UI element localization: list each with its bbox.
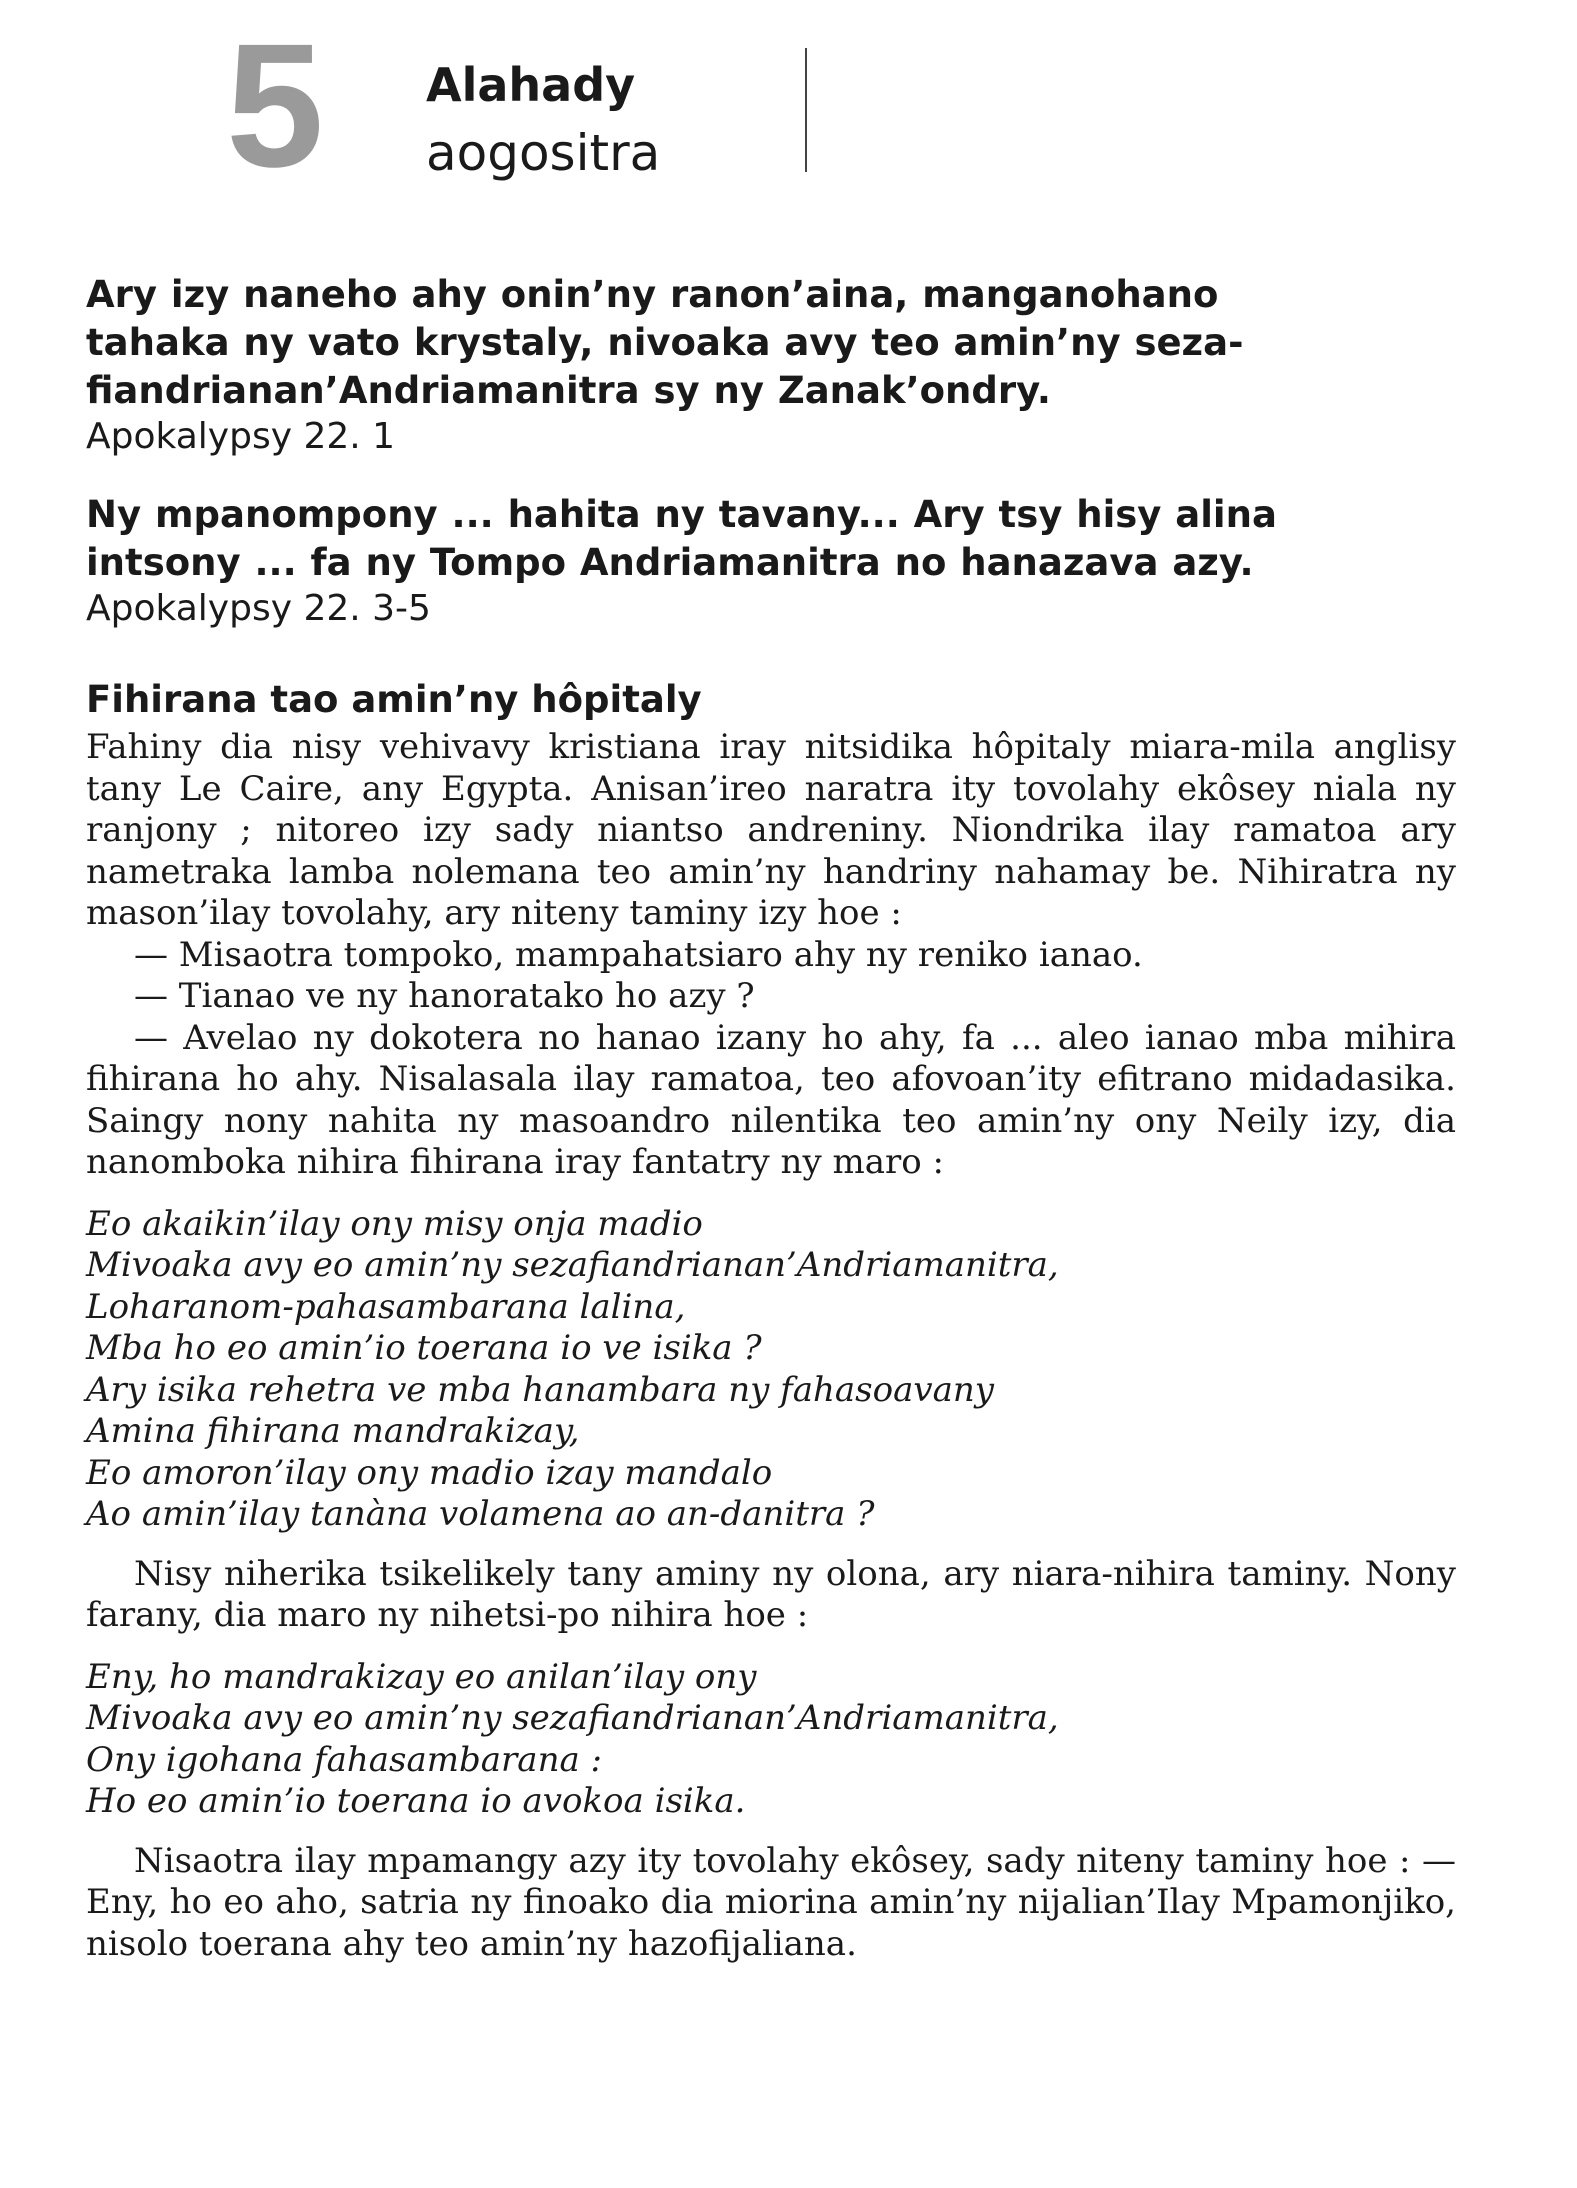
hymn-line: Mba ho eo amin’io toerana io ve isika ? bbox=[86, 1328, 762, 1368]
story-paragraph: Nisaotra ilay mpamangy azy ity tovolahy ekôsey, sady niteny taminy hoe : — Eny, ho eo aho, satria ny finoako dia miorina amin’ny nijalian’Ilay Mpamonjiko, nisolo toerana ahy teo amin’ny hazofijaliana. bbox=[86, 1840, 1456, 1964]
verse-reference: Apokalypsy 22. 3-5 bbox=[86, 588, 431, 629]
day-number: 5 bbox=[226, 8, 320, 204]
verse-line: intsony ... fa ny Tompo Andriamanitra no hanazava azy. bbox=[86, 541, 1254, 584]
header-divider bbox=[805, 48, 807, 172]
month-name: aogositra bbox=[426, 124, 661, 182]
hymn-line: Ao amin’ilay tanàna volamena ao an-danitra ? bbox=[86, 1494, 875, 1534]
story-paragraph: Nisy niherika tsikelikely tany aminy ny olona, ary niara-nihira taminy. Nony farany, dia maro ny nihetsi-po nihira hoe : bbox=[86, 1553, 1456, 1635]
verse-block-1 bbox=[86, 271, 1456, 459]
story-paragraph: Fahiny dia nisy vehivavy kristiana iray nitsidika hôpitaly miara-mila anglisy tany Le Caire, any Egypta. Anisan’ireo naratra ity tovolahy ekôsey niala ny ranjony ; nitoreo izy sady niantso andreniny. Niondrika ilay ramatoa ary nametraka lamba nolemana teo amin’ny handriny nahamay be. Nihiratra ny mason’ilay tovolahy, ary niteny taminy izy hoe : bbox=[86, 727, 1456, 933]
hymn-line: Eo amoron’ilay ony madio izay mandalo bbox=[86, 1452, 773, 1493]
verse-text bbox=[86, 271, 1456, 415]
date-header bbox=[86, 8, 1456, 205]
verse-line: tahaka ny vato krystaly, nivoaka avy teo amin’ny seza- bbox=[86, 321, 1244, 364]
hymn-line: Loharanom-pahasambarana lalina, bbox=[86, 1286, 686, 1327]
devotional-page bbox=[86, 8, 1456, 1965]
verse-line: fiandrianan’Andriamanitra sy ny Zanak’ondry. bbox=[86, 369, 1051, 412]
hymn-line: Ary isika rehetra ve mba hanambara ny fahasoavany bbox=[86, 1369, 994, 1410]
hymn-line: Mivoaka avy eo amin’ny sezafiandrianan’Andriamanitra, bbox=[86, 1698, 1059, 1738]
dialogue-line: — Avelao ny dokotera no hanao izany ho ahy, fa ... aleo ianao mba mihira fihirana ho ahy. Nisalasala ilay ramatoa, teo afovoan’ity efitrano midadasika. Saingy nony nahita ny masoandro nilentika teo amin’ny ony Neily izy, dia nanomboka nihira fihirana iray fantatry ny maro : bbox=[86, 1017, 1456, 1182]
hymn-line: Amina fihirana mandrakizay, bbox=[86, 1411, 580, 1451]
verse-block-2 bbox=[86, 491, 1456, 631]
dialogue-line: — Misaotra tompoko, mampahatsiaro ahy ny reniko ianao. bbox=[134, 934, 1143, 975]
day-name: Alahady bbox=[426, 58, 636, 112]
dialogue-line: — Tianao ve ny hanoratako ho azy ? bbox=[134, 976, 755, 1016]
verse-text bbox=[86, 491, 1456, 587]
section-title: Fihirana tao amin’ny hôpitaly bbox=[86, 678, 702, 721]
hymn-stanza-1 bbox=[86, 1204, 1456, 1536]
verse-line: Ary izy naneho ahy onin’ny ranon’aina, manganohano bbox=[86, 273, 1219, 316]
verse-line: Ny mpanompony ... hahita ny tavany... Ary tsy hisy alina bbox=[86, 493, 1277, 536]
hymn-line: Ho eo amin’io toerana io avokoa isika. bbox=[86, 1781, 746, 1821]
hymn-line: Eo akaikin’ilay ony misy onja madio bbox=[86, 1203, 703, 1244]
hymn-line: Ony igohana fahasambarana : bbox=[86, 1739, 603, 1780]
verse-reference: Apokalypsy 22. 1 bbox=[86, 416, 396, 457]
hymn-line: Eny, ho mandrakizay eo anilan’ilay ony bbox=[86, 1656, 757, 1697]
hymn-stanza-2 bbox=[86, 1657, 1456, 1823]
hymn-line: Mivoaka avy eo amin’ny sezafiandrianan’Andriamanitra, bbox=[86, 1245, 1059, 1285]
